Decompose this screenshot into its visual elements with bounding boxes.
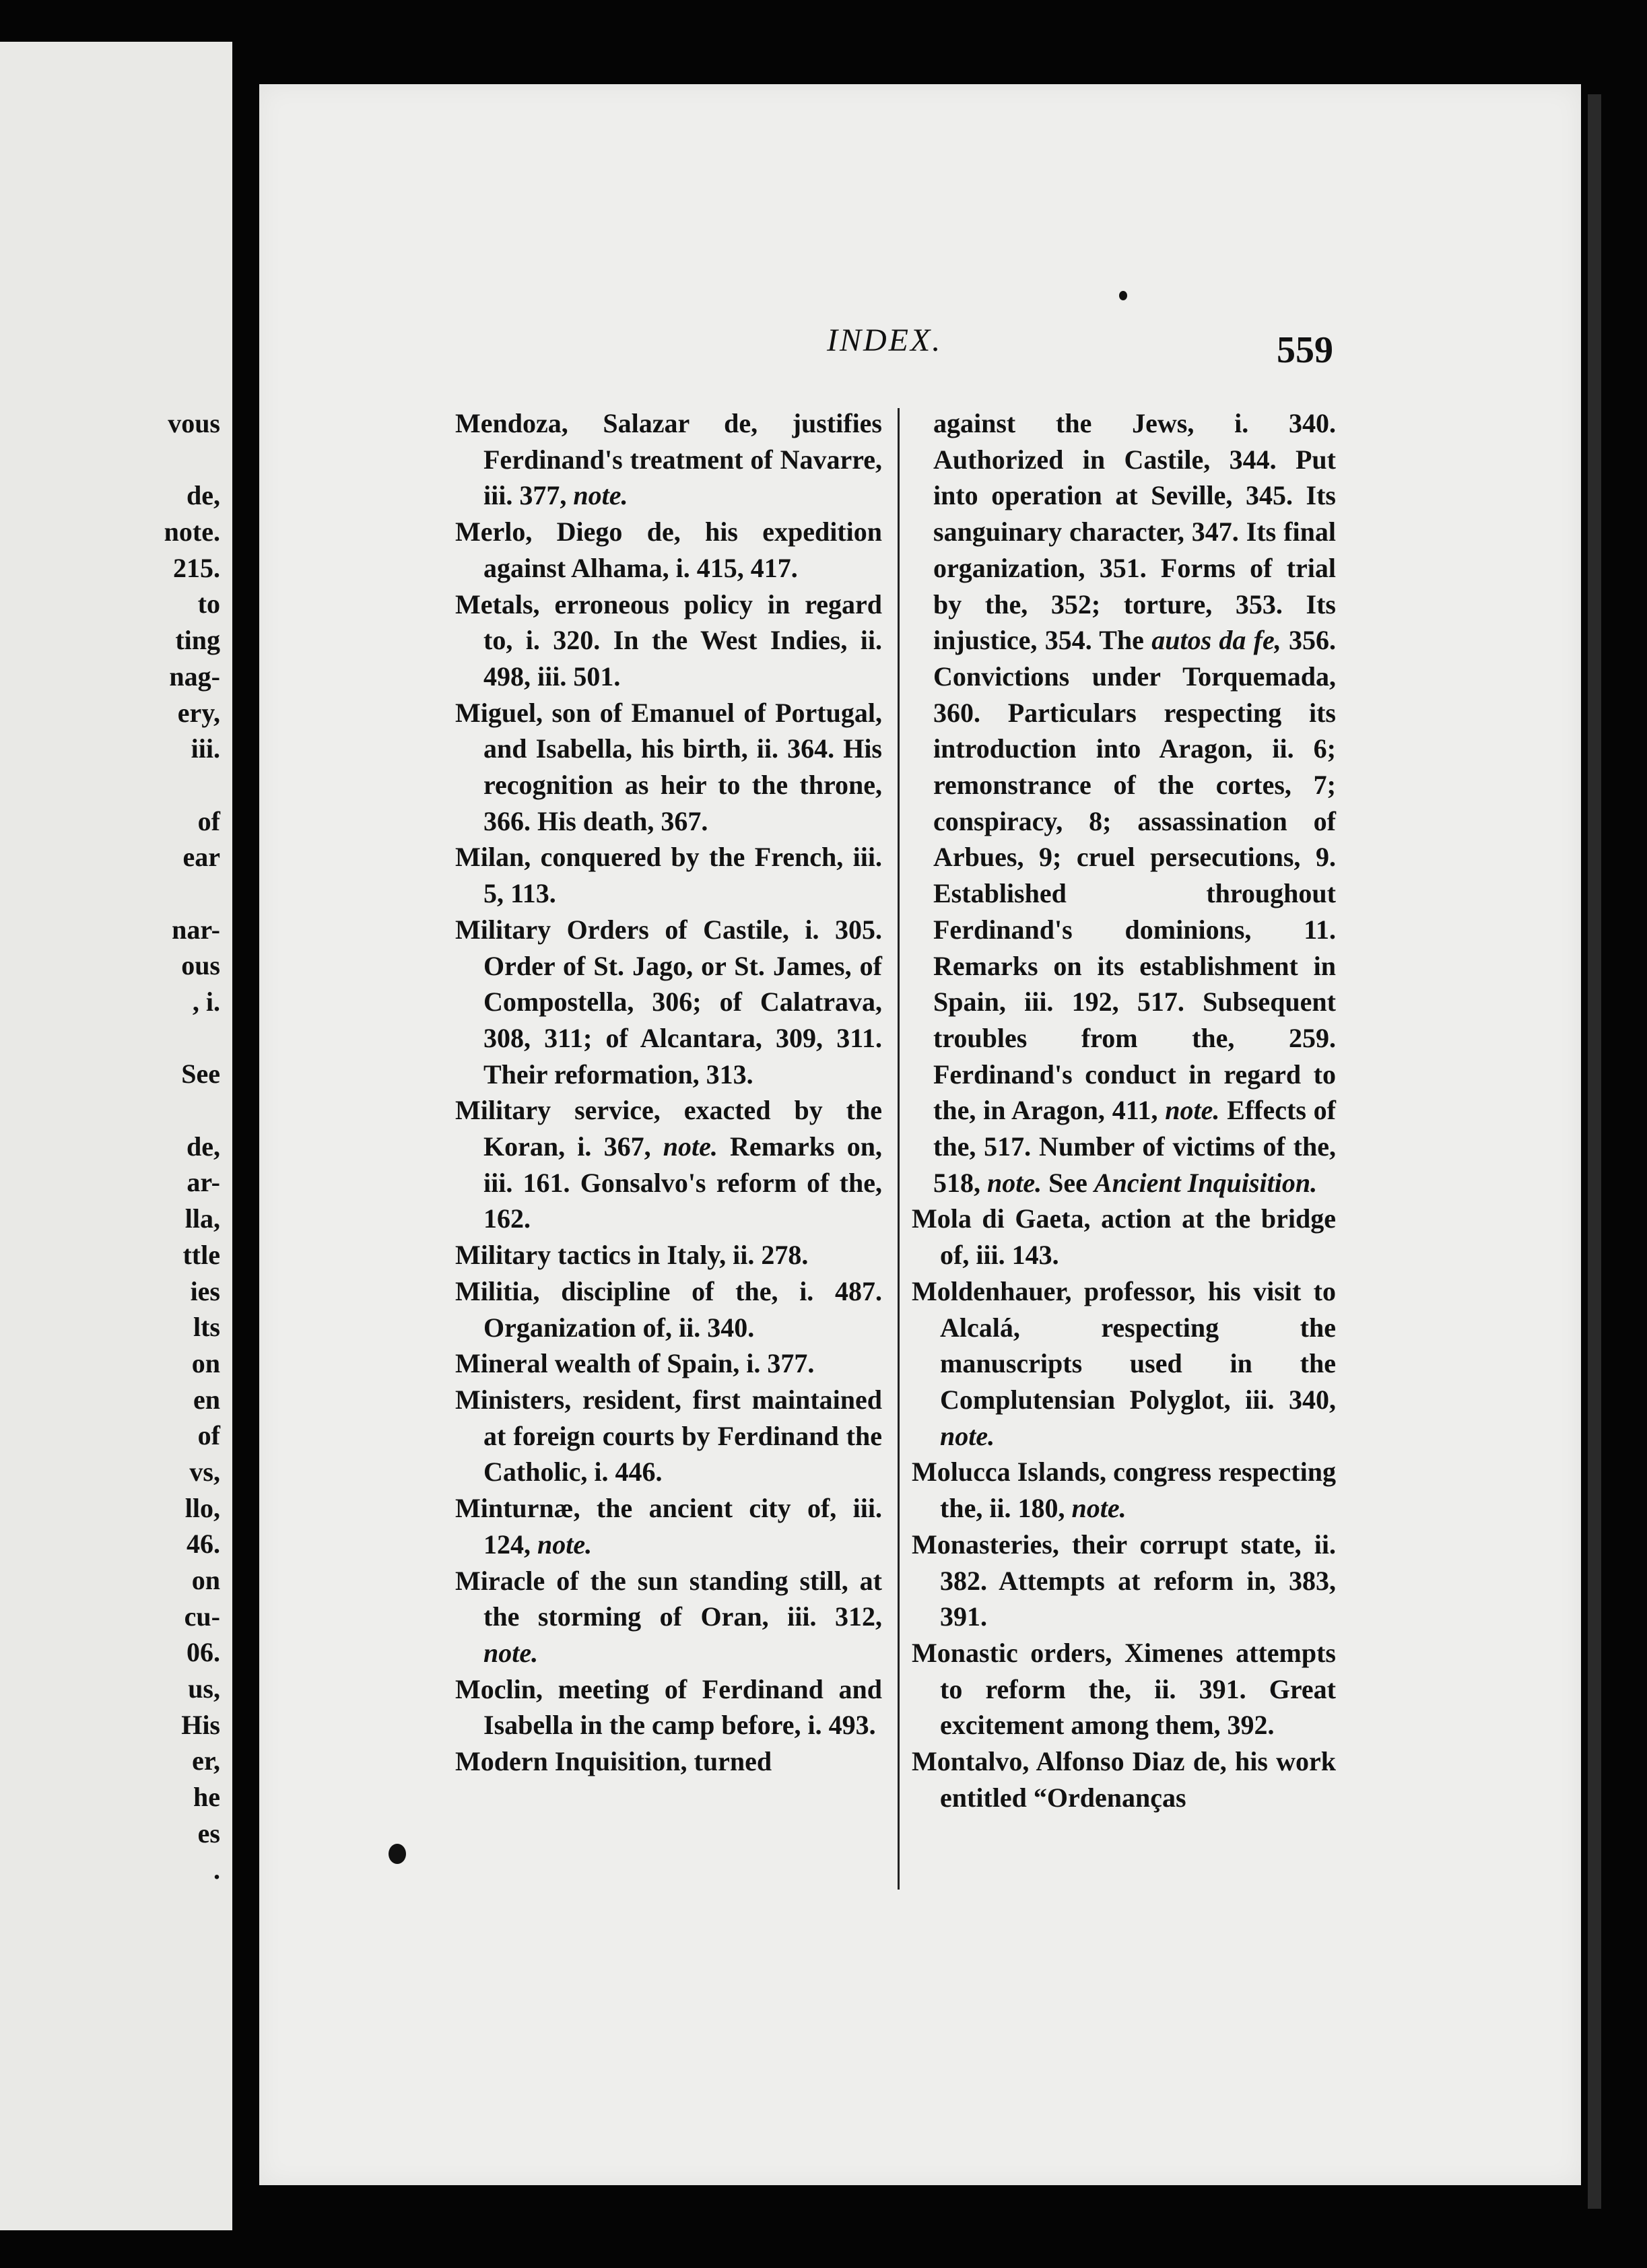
ink-speck <box>1119 291 1127 300</box>
index-entry-text: Miracle of the sun standing still, at the storming of Oran, iii. 312, <box>455 1565 882 1632</box>
left-page-fragment: to <box>197 589 220 620</box>
index-entry <box>912 1743 1336 1815</box>
index-entry-text: Mineral wealth of Spain, i. 377. <box>455 1348 815 1379</box>
left-page-fragment: es <box>197 1817 220 1848</box>
index-entry <box>455 839 882 911</box>
left-page-fragment: 215. <box>173 552 220 583</box>
index-entry-italic: autos da fe, <box>1151 625 1281 656</box>
left-page-fragment: lts <box>193 1312 220 1343</box>
index-entry-text: Mendoza, Salazar de, justifies Ferdinand's treatment of Navarre, iii. 377, <box>455 408 882 511</box>
index-entry-text: Monasteries, their corrupt state, ii. 382. Attempts at reform in, 383, 391. <box>912 1529 1336 1632</box>
index-entry-text: 356. Convictions under Torquemada, 360. Particulars respecting its introduction into Aragon, ii. 6; remonstrance of the cortes, 7; conspiracy, 8; assassination of Arbues, 9; cruel persecutions, 9. Established throughout Ferdinand's dominions, 11. Remarks on its establishment in Spain, iii. 192, 517. Subsequent troubles from the, 259. Ferdinand's conduct in regard to the, in Aragon, 411, <box>933 625 1337 1126</box>
index-entry-text: Miguel, son of Emanuel of Portugal, and Isabella, his birth, ii. 364. His recognition as heir to the throne, 366. His death, 367. <box>455 697 882 836</box>
left-page-fragment: ery, <box>177 697 220 728</box>
index-entry-text: Metals, erroneous policy in regard to, i. 320. In the West Indies, ii. 498, iii. 501. <box>455 589 882 692</box>
running-header: INDEX. <box>827 323 943 358</box>
index-entry <box>455 1490 882 1562</box>
index-entry <box>455 1345 882 1382</box>
left-page-fragment: His <box>181 1709 220 1740</box>
left-page-fragment: 06. <box>187 1637 220 1668</box>
left-page-fragment: on <box>191 1565 220 1595</box>
left-page-fragment: en <box>193 1384 220 1415</box>
index-entry-italic: note. <box>537 1529 593 1560</box>
left-page-fragment: ear <box>182 842 220 873</box>
index-entry-text: Military tactics in Italy, ii. 278. <box>455 1240 809 1271</box>
left-page-fragment: See <box>181 1059 220 1090</box>
index-entry-italic: note. <box>573 480 628 511</box>
left-page-fragment: note. <box>164 516 220 547</box>
left-page-fragment: . <box>213 1854 220 1885</box>
left-page-fragment: er, <box>192 1745 220 1776</box>
left-page-fragment <box>139 1020 220 1057</box>
index-entry-text: See <box>1042 1167 1087 1198</box>
index-entry <box>455 912 882 1093</box>
index-entry-italic: note. <box>1165 1095 1220 1126</box>
index-entry <box>455 695 882 840</box>
left-page-fragment: vs, <box>189 1456 220 1487</box>
index-entry-text: Monastic orders, Ximenes attempts to reform the, ii. 391. Great excitement among them, 392. <box>912 1637 1336 1741</box>
left-page-fragment: de, <box>187 1131 220 1162</box>
index-entry-text: Militia, discipline of the, i. 487. Organization of, ii. 340. <box>455 1275 882 1343</box>
page-edge-shadow <box>1588 94 1601 2209</box>
index-entry-text: Ministers, resident, first maintained at foreign courts by Ferdinand the Catholic, i. 446. <box>455 1384 882 1488</box>
index-entry-italic: Ancient Inquisition. <box>1094 1167 1318 1198</box>
index-entry <box>455 405 882 514</box>
left-page-fragment: of <box>197 1420 220 1451</box>
left-page-fragment: lla, <box>184 1203 220 1234</box>
index-entry <box>455 514 882 586</box>
left-page-fragment: us, <box>188 1673 220 1704</box>
left-page-fragment <box>139 442 220 478</box>
index-entry-italic: note. <box>1071 1493 1127 1524</box>
column-divider <box>898 408 900 1890</box>
left-page-fragment: ous <box>181 950 220 981</box>
index-entry <box>455 1273 882 1345</box>
index-entry <box>455 587 882 695</box>
index-entry <box>912 1201 1336 1273</box>
left-page-fragment: vous <box>168 408 220 438</box>
left-page-fragment: ies <box>190 1275 220 1306</box>
index-entry-italic: note. <box>987 1167 1042 1198</box>
index-entry <box>912 1273 1336 1455</box>
index-entry <box>455 1743 882 1780</box>
index-entry-text: Modern Inquisition, turned <box>455 1746 772 1777</box>
index-entry-text: Moldenhauer, professor, his visit to Alcalá, respecting the manuscripts used in the Complutensian Polyglot, iii. 340, <box>912 1275 1336 1415</box>
index-column-left <box>455 405 882 1780</box>
left-page-fragment: , i. <box>192 987 220 1017</box>
page-number: 559 <box>1277 329 1333 371</box>
index-entry-text: Montalvo, Alfonso Diaz de, his work entitled “Ordenanças <box>912 1746 1336 1813</box>
index-entry-text: Effects of the, 517. Number of victims of the, 518, <box>933 1095 1336 1198</box>
left-page-fragment: of <box>197 805 220 836</box>
index-entry <box>455 1671 882 1743</box>
left-page-fragment: ttle <box>182 1239 220 1270</box>
index-entry-text: Military service, exacted by the Koran, i. 367, <box>455 1095 882 1162</box>
left-page-fragment <box>139 1092 220 1129</box>
index-entry-text: against the Jews, i. 340. Authorized in Castile, 344. Put into operation at Seville, 345. Its sanguinary character, 347. Its final organization, 351. Forms of trial by the, 352; torture, 353. Its injustice, 354. The <box>933 408 1336 656</box>
left-page-fragment <box>139 767 220 803</box>
index-entry-text: Military Orders of Castile, i. 305. Order of St. Jago, or St. James, of Compostella, 306; of Calatrava, 308, 311; of Alcantara, 309, 311. Their reformation, 313. <box>455 914 882 1090</box>
index-entry-text: Moclin, meeting of Ferdinand and Isabella in the camp before, i. 493. <box>455 1673 882 1741</box>
index-entry <box>455 1563 882 1671</box>
index-entry-italic: note. <box>483 1637 539 1668</box>
index-entry <box>912 1454 1336 1526</box>
index-entry-text: Mola di Gaeta, action at the bridge of, iii. 143. <box>912 1203 1336 1271</box>
index-entry <box>455 1237 882 1273</box>
index-column-right <box>912 405 1336 1815</box>
left-page-text-fragments <box>139 405 220 1888</box>
index-entry-text: Minturnæ, the ancient city of, iii. 124, <box>455 1493 882 1560</box>
left-page-fragment <box>139 875 220 912</box>
index-entry <box>455 1092 882 1237</box>
left-page-fragment: de, <box>187 480 220 511</box>
left-page-fragment: ar- <box>187 1167 220 1198</box>
left-page-fragment: nag- <box>169 661 220 692</box>
left-page-fragment: cu- <box>184 1601 220 1632</box>
left-page-fragment: 46. <box>187 1529 220 1560</box>
left-page-fragment: on <box>191 1347 220 1378</box>
index-entry <box>912 1527 1336 1635</box>
index-entry-text: Merlo, Diego de, his expedition against Alhama, i. 415, 417. <box>455 516 882 583</box>
left-page-fragment: llo, <box>184 1492 220 1523</box>
index-entry-continuation <box>912 405 1336 1201</box>
index-entry <box>912 1635 1336 1743</box>
index-entry-text: Milan, conquered by the French, iii. 5, 113. <box>455 842 882 909</box>
left-page-fragment: he <box>193 1782 220 1813</box>
index-entry <box>455 1382 882 1490</box>
left-page-fragment: nar- <box>172 914 220 945</box>
index-entry-text: Molucca Islands, congress respecting the, ii. 180, <box>912 1457 1336 1524</box>
left-page-edge <box>0 42 232 2230</box>
left-page-fragment: iii. <box>191 733 220 764</box>
index-entry-italic: note. <box>663 1131 718 1162</box>
left-page-fragment: ting <box>175 625 220 656</box>
index-entry-text: Remarks on, iii. 161. Gonsalvo's reform of the, 162. <box>483 1131 882 1234</box>
ink-speck <box>389 1844 406 1864</box>
index-entry-italic: note. <box>940 1420 995 1451</box>
